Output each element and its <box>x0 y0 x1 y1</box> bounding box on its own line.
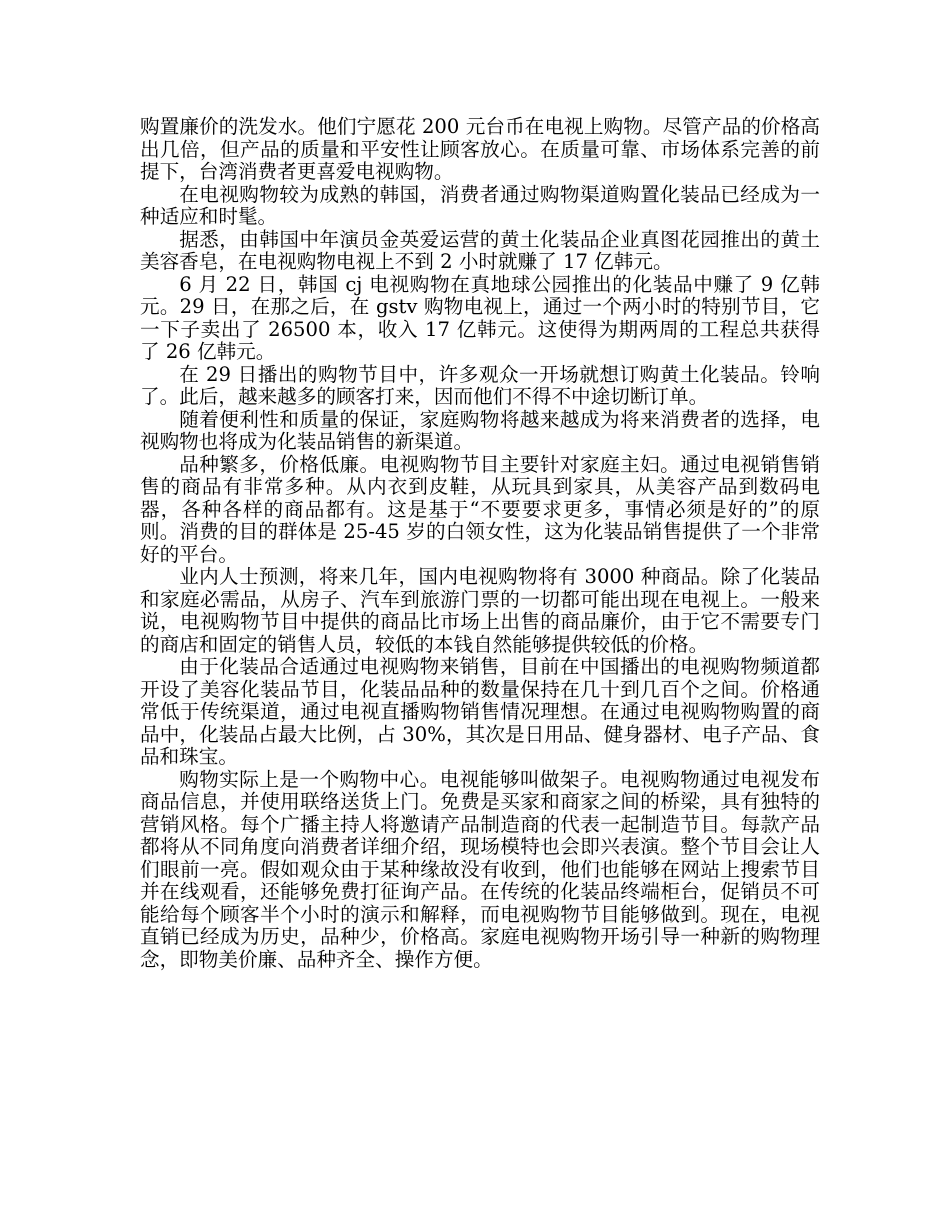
paragraph: 随着便利性和质量的保证，家庭购物将越来越成为将来消费者的选择，电视购物也将成为化装品销售的新渠道。 <box>140 407 820 453</box>
paragraph: 在 29 日播出的购物节目中，许多观众一开场就想订购黄土化装品。铃响了。此后，越来越多的顾客打来，因而他们不得不中途切断订单。 <box>140 362 820 408</box>
paragraph: 品种繁多，价格低廉。电视购物节目主要针对家庭主妇。通过电视销售销售的商品有非常多种。从内衣到皮鞋，从玩具到家具，从美容产品到数码电器，各种各样的商品都有。这是基于“不要要求更多，事情必须是好的”的原则。消费的目的群体是 25-45 岁的白领女性，这为化装品销售提供了一个非常好的平台。 <box>140 452 820 566</box>
paragraph: 购物实际上是一个购物中心。电视能够叫做架子。电视购物通过电视发布商品信息，并使用联络送货上门。免费是买家和商家之间的桥梁，具有独特的营销风格。每个广播主持人将邀请产品制造商的代表一起制造节目。每款产品都将从不同角度向消费者详细介绍，现场模特也会即兴表演。整个节目会让人们眼前一亮。假如观众由于某种缘故没有收到，他们也能够在网站上搜索节目并在线观看，还能够免费打征询产品。在传统的化装品终端柜台，促销员不可能给每个顾客半个小时的演示和解释，而电视购物节目能够做到。现在，电视直销已经成为历史，品种少，价格高。家庭电视购物开场引导一种新的购物理念，即物美价廉、品种齐全、操作方便。 <box>140 767 820 971</box>
paragraph-continuation: 购置廉价的洗发水。他们宁愿花 200 元台币在电视上购物。尽管产品的价格高出几倍，但产品的质量和平安性让顾客放心。在质量可靠、市场体系完善的前提下，台湾消费者更喜爱电视购物。 <box>140 115 820 183</box>
paragraph: 在电视购物较为成熟的韩国，消费者通过购物渠道购置化装品已经成为一种适应和时髦。 <box>140 182 820 228</box>
document-body <box>140 116 820 971</box>
paragraph: 据悉，由韩国中年演员金英爱运营的黄土化装品企业真图花园推出的黄土美容香皂，在电视购物电视上不到 2 小时就赚了 17 亿韩元。 <box>140 227 820 273</box>
paragraph: 由于化装品合适通过电视购物来销售，目前在中国播出的电视购物频道都开设了美容化装品节目，化装品品种的数量保持在几十到几百个之间。价格通常低于传统渠道，通过电视直播购物销售情况理想。在通过电视购物购置的商品中，化装品占最大比例，占 30%，其次是日用品、健身器材、电子产品、食品和珠宝。 <box>140 655 820 768</box>
paragraph: 6 月 22 日，韩国 cj 电视购物在真地球公园推出的化装品中赚了 9 亿韩元。29 日，在那之后，在 gstv 购物电视上，通过一个两小时的特别节目，它一下子卖出了 26500 本，收入 17 亿韩元。这使得为期两周的工程总共获得了 26 亿韩元。 <box>140 272 820 363</box>
paragraph: 业内人士预测，将来几年，国内电视购物将有 3000 种商品。除了化装品和家庭必需品，从房子、汽车到旅游门票的一切都可能出现在电视上。一般来说，电视购物节目中提供的商品比市场上出售的商品廉价，由于它不需要专门的商店和固定的销售人员，较低的本钱自然能够提供较低的价格。 <box>140 565 820 656</box>
